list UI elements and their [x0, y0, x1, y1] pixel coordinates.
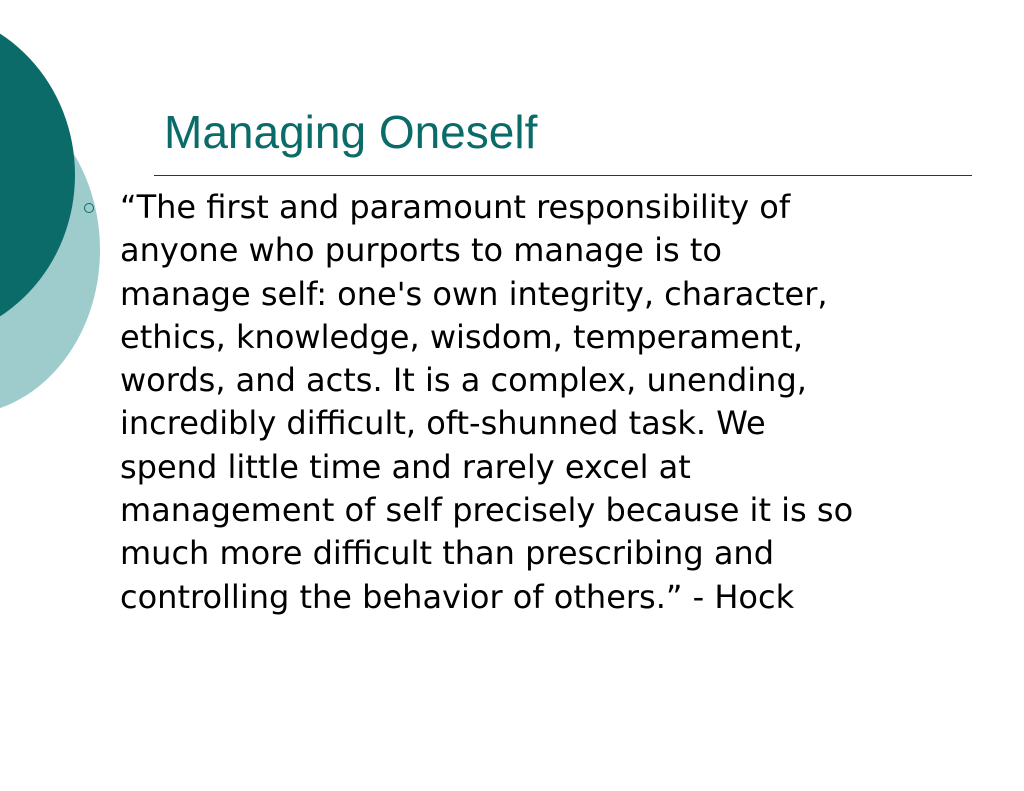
quote-line: anyone who purports to manage is to: [120, 231, 722, 270]
quote-line: manage self: one's own integrity, character,: [120, 274, 828, 313]
quote-line: incredibly difficult, oft-shunned task. We: [120, 404, 766, 443]
slide-title: Managing Oneself: [164, 106, 538, 158]
quote-line: words, and acts. It is a complex, unending,: [120, 361, 807, 400]
quote-line: much more difficult than prescribing and: [120, 534, 775, 573]
quote-text: [120, 186, 1000, 619]
quote-line: “The first and paramount responsibility of: [120, 188, 791, 226]
quote-line: management of self precisely because it is so: [120, 491, 854, 530]
quote-line: controlling the behavior of others.” - Hock: [120, 577, 795, 616]
title-divider: [154, 175, 972, 176]
hollow-circle-bullet-icon: [84, 203, 94, 213]
quote-line: spend little time and rarely excel at: [120, 447, 691, 486]
quote-line: ethics, knowledge, wisdom, temperament,: [120, 317, 803, 356]
